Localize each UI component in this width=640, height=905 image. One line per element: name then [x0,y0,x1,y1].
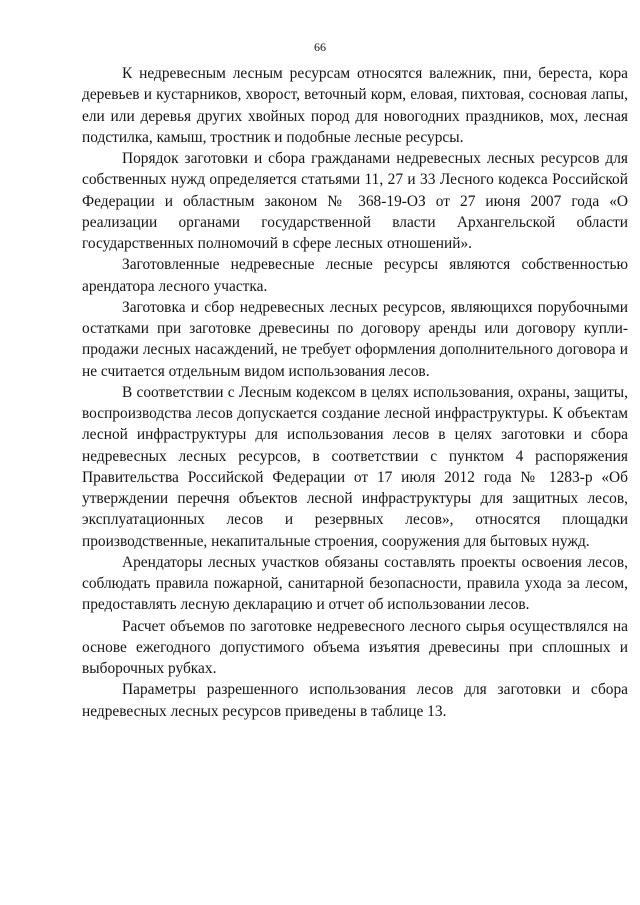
page-number: 66 [314,40,326,54]
paragraph-forest-infrastructure: В соответствии с Лесным кодексом в целях использования, охраны, защиты, воспроизводства лесов допускается создание лесной инфраструктуры. К объектам лесной инфраструктуры для использования лесов в целях заготовки и сбора недревесных лесных ресурсов, в соответствии с пунктом 4 распоряжения Правительства Российской Федерации от 17 июля 2012 года № 1283-р «Об утверждении перечня объектов лесной инфраструктуры для защитных лесов, эксплуатационных лесов и резервных лесов», относятся площадки производственные, некапитальные строения, сооружения для бытовых нужд. [82,383,628,550]
paragraph-logging-residues: Заготовка и сбор недревесных лесных ресурсов, являющихся порубочными остатками при заготовке древесины по договору аренды или договору купли-продажи лесных насаждений, не требует оформления дополнительного договора и не считается отдельным видом использования лесов. [82,298,628,380]
paragraph-table-reference: Параметры разрешенного использования лесов для заготовки и сбора недревесных лесных ресурсов приведены в таблице 13. [82,681,628,720]
paragraph-volume-calculation: Расчет объемов по заготовке недревесного лесного сырья осуществлялся на основе ежегодного допустимого объема изъятия древесины при сплошных и выборочных рубках. [82,617,628,677]
paragraph-ownership: Заготовленные недревесные лесные ресурсы являются собственностью арендатора лесного участка. [82,256,628,295]
paragraph-tenant-obligations: Арендаторы лесных участков обязаны составлять проекты освоения лесов, соблюдать правила пожарной, санитарной безопасности, правила ухода за лесом, предоставлять лесную декларацию и отчет об использовании лесов. [82,553,628,614]
paragraph-non-timber-resources-definition: К недревесным лесным ресурсам относятся валежник, пни, береста, кора деревьев и кустарников, хворост, веточный корм, еловая, пихтовая, сосновая лапы, ели или деревья других хвойных пород для новогодних праздников, мох, лесная подстилка, камыш, тростник и подобные лесные ресурсы. [82,65,628,146]
paragraph-harvesting-procedure: Порядок заготовки и сбора гражданами недревесных лесных ресурсов для собственных нужд определяется статьями 11, 27 и 33 Лесного кодекса Российской Федерации и областным законом № 368-19-ОЗ от 27 июня 2007 года «О реализации органами государственной власти Архангельской области государственных полномочий в сфере лесных отношений». [82,150,628,252]
document-body [82,63,628,722]
